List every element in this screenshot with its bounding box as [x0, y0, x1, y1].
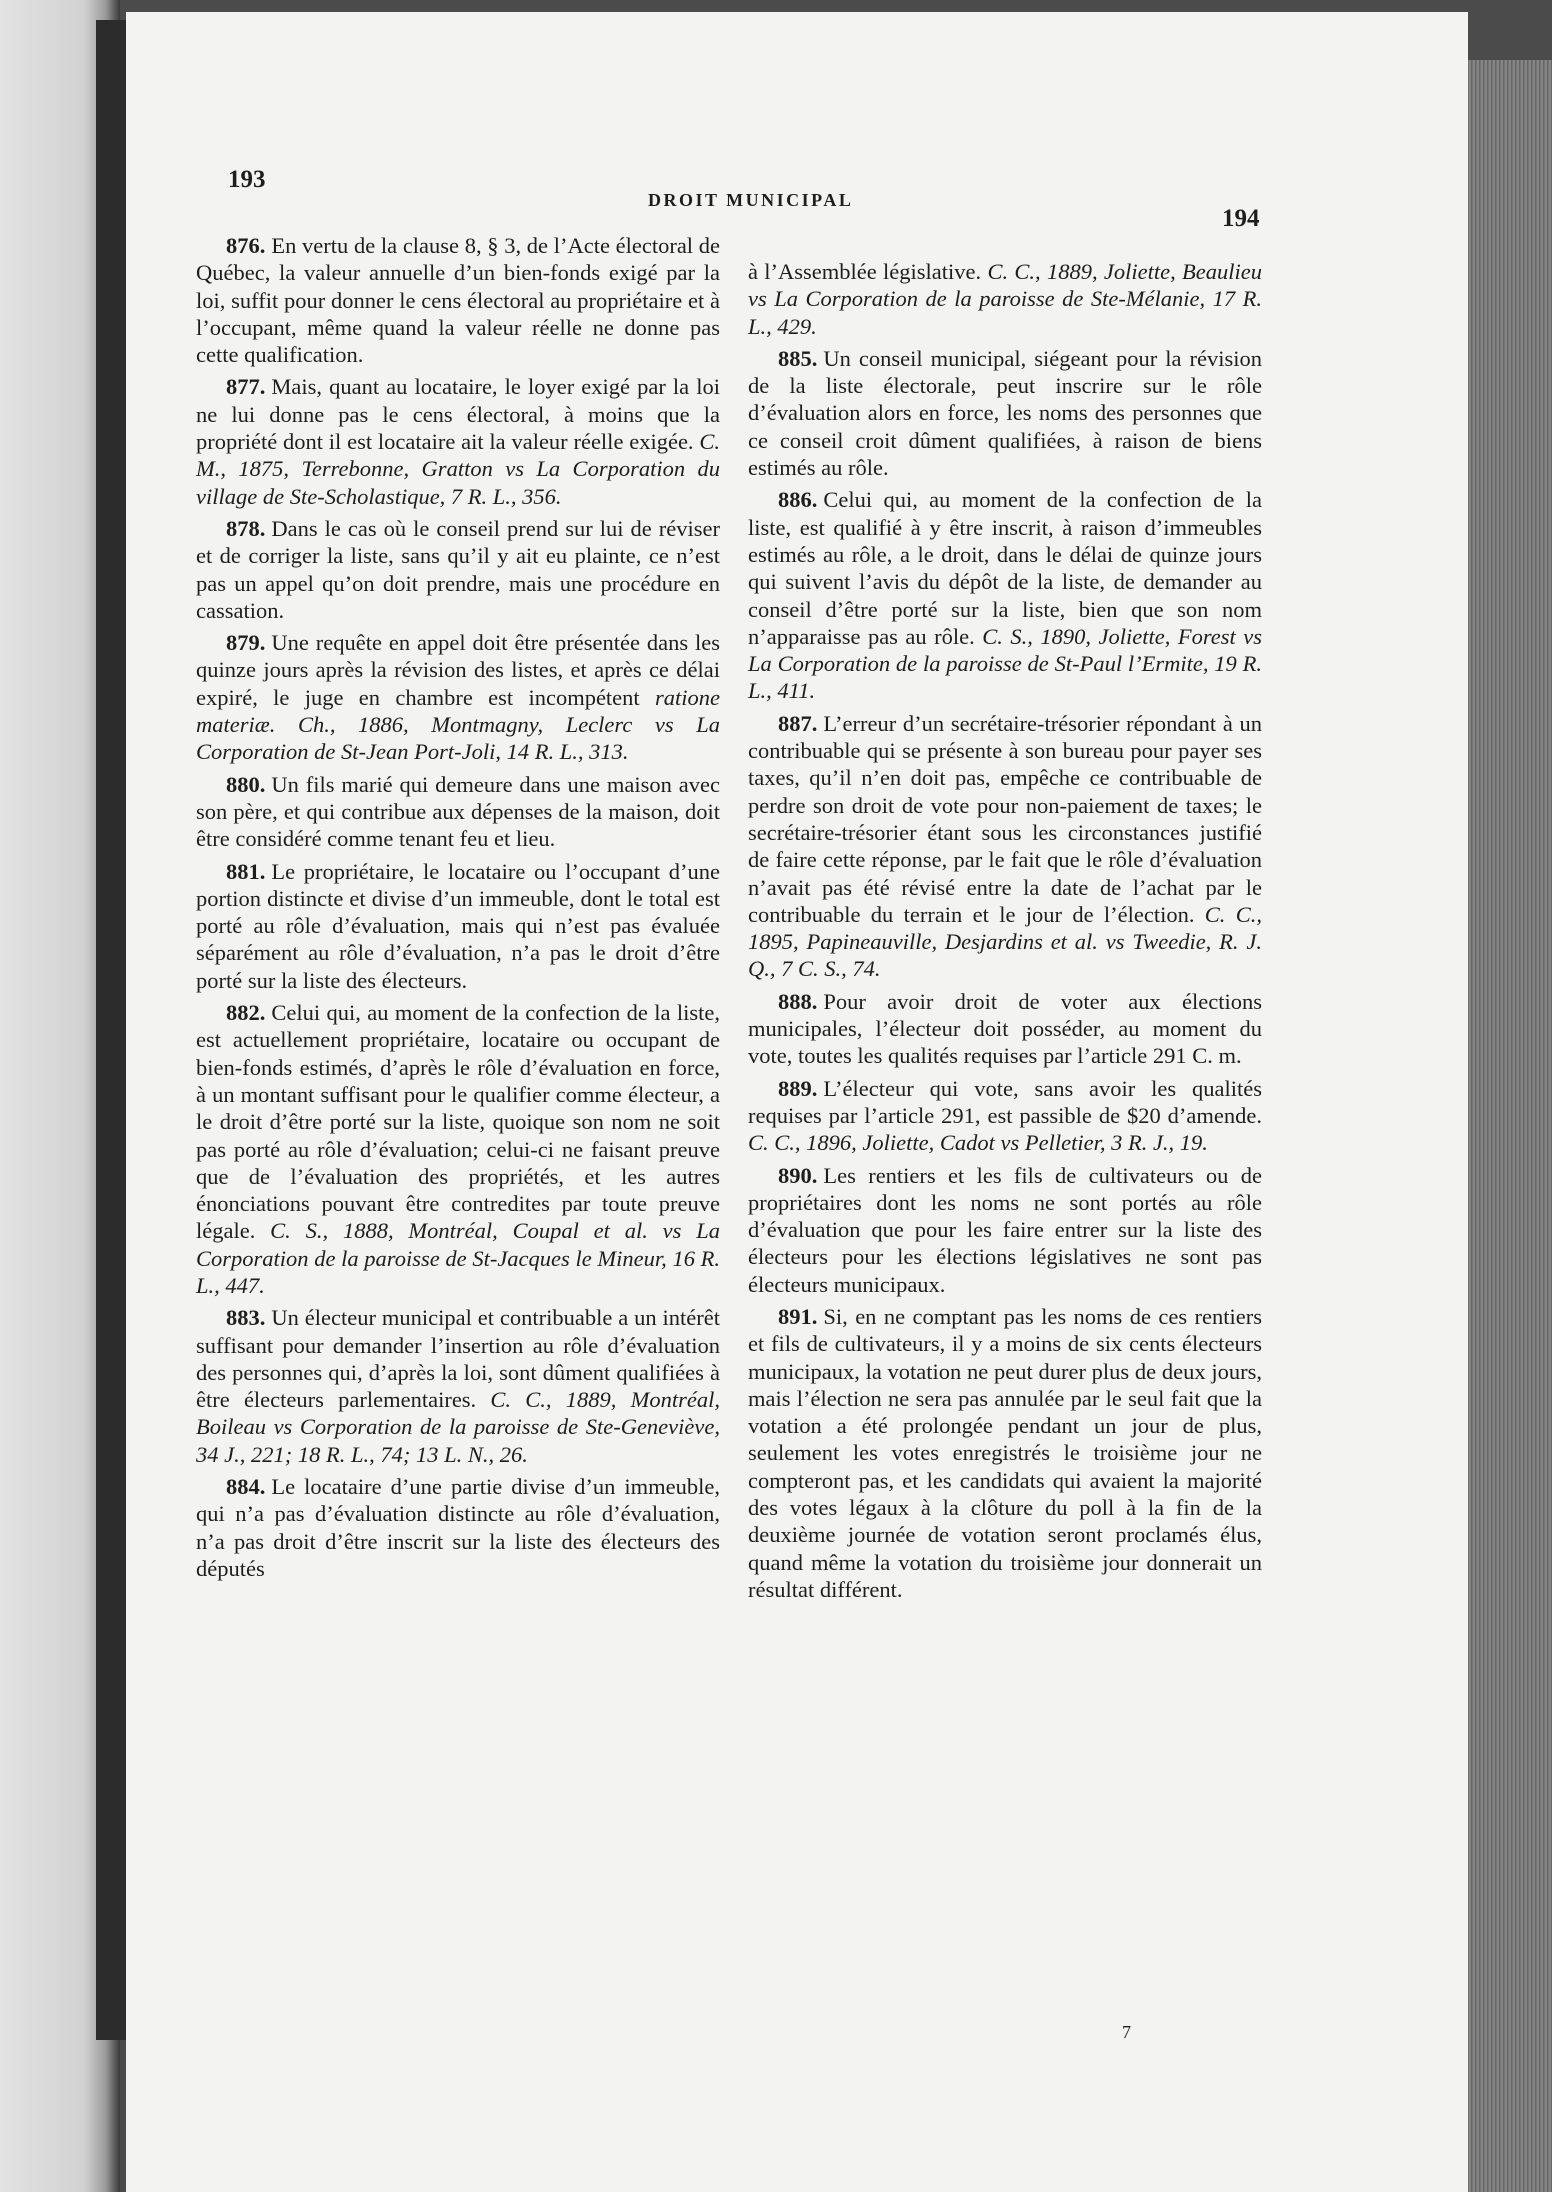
running-head: DROIT MUNICIPAL	[648, 190, 854, 210]
paragraph-878: 878. Dans le cas où le conseil prend sur lui de réviser et de corriger la liste, sans qu’il y ait eu plainte, ce n’est pas un appel qu’on doit prendre, mais une procédure en cassation.	[196, 515, 720, 623]
signature-mark: 7	[1122, 2022, 1131, 2042]
paragraph-889: 889. L’électeur qui vote, sans avoir les qualités requises par l’article 291, est passible de $20 d’amende. C. C., 1896, Joliette, Cadot vs Pelletier, 3 R. J., 19.	[748, 1075, 1262, 1156]
book-page-stack	[1468, 60, 1552, 2192]
left-page-number: 193	[228, 166, 266, 193]
paragraph-888: 888. Pour avoir droit de voter aux élections municipales, l’électeur doit posséder, au moment du vote, toutes les qualités requises par l’article 291 C. m.	[748, 988, 1262, 1069]
paragraph-885: 885. Un conseil municipal, siégeant pour la révision de la liste électorale, peut inscrire sur le rôle d’évaluation alors en force, les noms des personnes que ce conseil croit dûment qualifiées, à raison de biens estimés au rôle.	[748, 345, 1262, 481]
paragraph-880: 880. Un fils marié qui demeure dans une maison avec son père, et qui contribue aux dépenses de la maison, doit être considéré comme tenant feu et lieu.	[196, 771, 720, 852]
left-column	[196, 232, 720, 1582]
paragraph-886: 886. Celui qui, au moment de la confection de la liste, est qualifié à y être inscrit, à raison d’immeubles estimés au rôle, a le droit, dans le délai de quinze jours qui suivent l’avis du dépôt de la liste, de demander au conseil d’être porté sur la liste, bien que son nom n’apparaisse pas au rôle. C. S., 1890, Joliette, Forest vs La Corporation de la paroisse de St-Paul l’Ermite, 19 R. L., 411.	[748, 487, 1263, 704]
paragraph-879: 879. Une requête en appel doit être présentée dans les quinze jours après la révision des listes, et après ce délai expiré, le juge en chambre est incompétent ratione materiæ. Ch., 1886, Montmagny, Leclerc vs La Corporation de St-Jean Port-Joli, 14 R. L., 313.	[196, 630, 720, 765]
paragraph-876: 876. En vertu de la clause 8, § 3, de l’Acte électoral de Québec, la valeur annuelle d’un bien-fonds exigé par la loi, suffit pour donner le cens électoral au propriétaire et à l’occupant, même quand la valeur réelle ne donne pas cette qualification.	[196, 233, 720, 368]
paragraph-884: 884. Le locataire d’une partie divise d’un immeuble, qui n’a pas d’évaluation distincte au rôle d’évaluation, n’a pas droit d’être inscrit sur la liste des électeurs des députés	[196, 1474, 720, 1581]
paragraph-881: 881. Le propriétaire, le locataire ou l’occupant d’une portion distincte et divise d’un immeuble, dont le total est porté au rôle d’évaluation, mais qui n’est pas évaluée séparément au rôle d’évaluation, n’a pas le droit d’être porté sur la liste des électeurs.	[196, 858, 720, 993]
right-page-number: 194	[1222, 205, 1260, 232]
right-column	[748, 258, 1262, 1603]
paragraph-887: 887. L’erreur d’un secrétaire-trésorier répondant à un contribuable qui se présente à son bureau pour payer ses taxes, qu’il n’en doit pas, empêche ce contribuable de perdre son droit de vote pour non-paiement de taxes; le secrétaire-trésorier étant sous les circonstances justifié de faire cette réponse, par le fait que le rôle d’évaluation n’avait pas été révisé entre la date de l’achat par le contribuable du terrain et le jour de l’élection. C. C., 1895, Papineauville, Desjardins et al. vs Tweedie, R. J. Q., 7 C. S., 74.	[748, 710, 1263, 982]
paragraph-891: 891. Si, en ne comptant pas les noms de ces rentiers et fils de cultivateurs, il y a moins de six cents électeurs municipaux, la votation ne peut durer plus de deux jours, mais l’élection ne sera pas annulée par le seul fait que la votation a été prolongée pendant un jour de plus, seulement les votes enregistrés le troisième jour ne compteront pas, et les candidats qui avaient la majorité des votes légaux à la clôture du poll à la fin de la deuxième journée de votation seront proclamés élus, quand même la votation du troisième jour donnerait un résultat différent.	[748, 1303, 1262, 1602]
paragraph-882: 882. Celui qui, au moment de la confection de la liste, est actuellement propriétaire, locataire ou occupant de bien-fonds estimés, d’après le rôle d’évaluation en force, à un montant suffisant pour le qualifier comme électeur, a le droit d’être porté sur la liste, quoique son nom ne soit pas porté au rôle d’évaluation; celui-ci ne faisant preuve que de l’évaluation des propriétés, et les autres énonciations pouvant être contredites par toute preuve légale. C. S., 1888, Montréal, Coupal et al. vs La Corporation de la paroisse de St-Jacques le Mineur, 16 R. L., 447.	[196, 1000, 721, 1298]
paragraph-890: 890. Les rentiers et les fils de cultivateurs ou de propriétaires dont les noms ne sont portés au rôle d’évaluation que pour les faire entrer sur la liste des électeurs pour les élections législatives ne sont pas électeurs municipaux.	[748, 1162, 1262, 1297]
paragraph-877: 877. Mais, quant au locataire, le loyer exigé par la loi ne lui donne pas le cens électoral, à moins que la propriété dont il est locataire ait la valeur réelle exigée. C. M., 1875, Terrebonne, Gratton vs La Corporation du village de Ste-Scholastique, 7 R. L., 356.	[196, 374, 720, 509]
book-gutter	[96, 20, 128, 2040]
paragraph-884-continued: à l’Assemblée législative. C. C., 1889, Joliette, Beaulieu vs La Corporation de la paroisse de Ste-Mélanie, 17 R. L., 429.	[748, 259, 1262, 339]
paragraph-883: 883. Un électeur municipal et contribuable a un intérêt suffisant pour demander l’insertion au rôle d’évaluation des personnes qui, d’après la loi, sont dûment qualifiées à être électeurs parlementaires. C. C., 1889, Montréal, Boileau vs Corporation de la paroisse de Ste-Geneviève, 34 J., 221; 18 R. L., 74; 13 L. N., 26.	[196, 1305, 720, 1467]
